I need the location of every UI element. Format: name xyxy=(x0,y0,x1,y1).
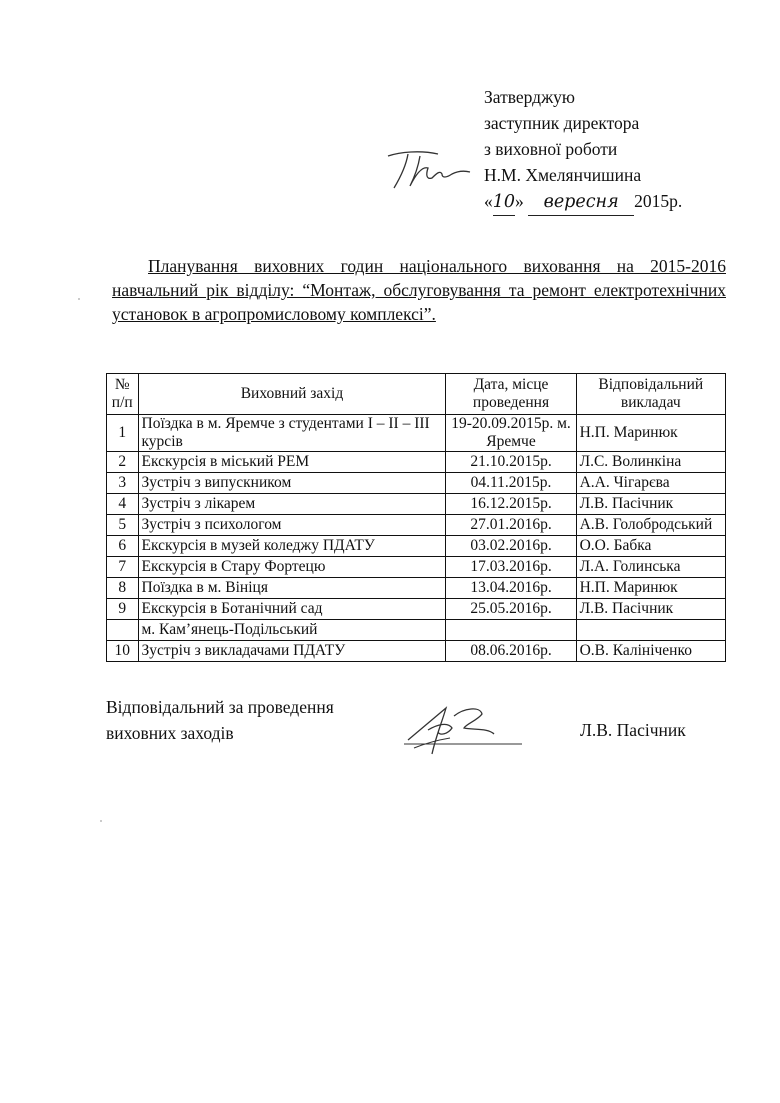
approver-position: заступник директора xyxy=(484,113,640,133)
row-date: 27.01.2016р. xyxy=(446,515,576,536)
header-num: № п/п xyxy=(107,374,139,415)
row-resp: Л.А. Голинська xyxy=(576,557,725,578)
row-num: 3 xyxy=(107,473,139,494)
director-signature xyxy=(380,144,476,194)
row-resp: Л.С. Волинкіна xyxy=(576,452,725,473)
scan-speck xyxy=(78,298,80,300)
row-num: 5 xyxy=(107,515,139,536)
responsible-label-line2: виховних заходів xyxy=(106,723,234,743)
signer-name: Л.В. Пасічник xyxy=(580,720,686,740)
row-num: 10 xyxy=(107,641,139,662)
responsible-signature xyxy=(398,700,528,760)
table-row xyxy=(107,620,726,641)
header-date: Дата, місце проведення xyxy=(446,374,576,415)
row-event: Екскурсія в музей коледжу ПДАТУ xyxy=(138,536,446,557)
approval-title: Затверджую xyxy=(484,87,575,107)
row-num: 4 xyxy=(107,494,139,515)
approval-block xyxy=(484,84,682,216)
row-resp: Л.В. Пасічник xyxy=(576,494,725,515)
row-event: Екскурсія в Стару Фортецю xyxy=(138,557,446,578)
row-event: Зустріч з викладачами ПДАТУ xyxy=(138,641,446,662)
row-num: 6 xyxy=(107,536,139,557)
table-header-row xyxy=(107,374,726,415)
table-row xyxy=(107,641,726,662)
responsible-block xyxy=(106,694,334,746)
date-year: 2015р. xyxy=(634,191,683,211)
row-num xyxy=(107,620,139,641)
approver-department: з виховної роботи xyxy=(484,139,618,159)
table-row xyxy=(107,452,726,473)
row-date: 21.10.2015р. xyxy=(446,452,576,473)
row-date: 04.11.2015р. xyxy=(446,473,576,494)
row-num: 7 xyxy=(107,557,139,578)
approver-name: Н.М. Хмелянчишина xyxy=(484,165,642,185)
row-resp: А.А. Чігарєва xyxy=(576,473,725,494)
table-row xyxy=(107,494,726,515)
row-resp: Н.П. Маринюк xyxy=(576,415,725,452)
row-num: 2 xyxy=(107,452,139,473)
row-event: Зустріч з лікарем xyxy=(138,494,446,515)
row-event: Поїздка в м. Яремче з студентами І – ІІ – ІІІ курсів xyxy=(138,415,446,452)
date-day: 10 xyxy=(493,189,515,216)
table-row xyxy=(107,557,726,578)
row-date: 03.02.2016р. xyxy=(446,536,576,557)
row-resp: Л.В. Пасічник xyxy=(576,599,725,620)
header-resp: Відповідальний викладач xyxy=(576,374,725,415)
table-row xyxy=(107,473,726,494)
row-date: 25.05.2016р. xyxy=(446,599,576,620)
row-resp xyxy=(576,620,725,641)
row-date: 16.12.2015р. xyxy=(446,494,576,515)
row-date: 13.04.2016р. xyxy=(446,578,576,599)
plan-title xyxy=(112,254,726,326)
row-num: 8 xyxy=(107,578,139,599)
header-event: Виховний захід xyxy=(138,374,446,415)
row-resp: О.О. Бабка xyxy=(576,536,725,557)
scan-speck xyxy=(100,820,102,822)
row-event: м. Кам’янець-Подільський xyxy=(138,620,446,641)
table-row xyxy=(107,578,726,599)
row-event: Поїздка в м. Вініця xyxy=(138,578,446,599)
row-event: Зустріч з випускником xyxy=(138,473,446,494)
table-row xyxy=(107,415,726,452)
row-event: Екскурсія в міський РЕМ xyxy=(138,452,446,473)
row-resp: О.В. Калініченко xyxy=(576,641,725,662)
table-row xyxy=(107,515,726,536)
table-row xyxy=(107,536,726,557)
row-num: 9 xyxy=(107,599,139,620)
responsible-label-line1: Відповідальний за проведення xyxy=(106,697,334,717)
row-date: 08.06.2016р. xyxy=(446,641,576,662)
plan-title-text: Планування виховних годин національного виховання на 2015-2016 навчальний рік відділу: “Монтаж, обслуговування та ремонт електротехнічних установок в агропромисловому комплексі”. xyxy=(112,256,726,324)
row-resp: Н.П. Маринюк xyxy=(576,578,725,599)
date-quote-close: » xyxy=(515,191,524,211)
row-event: Екскурсія в Ботанічний сад xyxy=(138,599,446,620)
date-quote-open: « xyxy=(484,191,493,211)
table-row xyxy=(107,599,726,620)
row-date: 19-20.09.2015р. м. Яремче xyxy=(446,415,576,452)
approval-date xyxy=(484,188,682,216)
row-date: 17.03.2016р. xyxy=(446,557,576,578)
row-num: 1 xyxy=(107,415,139,452)
date-month: вересня xyxy=(528,189,634,216)
row-event: Зустріч з психологом xyxy=(138,515,446,536)
events-table xyxy=(106,373,726,662)
row-resp: А.В. Голобродський xyxy=(576,515,725,536)
row-date xyxy=(446,620,576,641)
